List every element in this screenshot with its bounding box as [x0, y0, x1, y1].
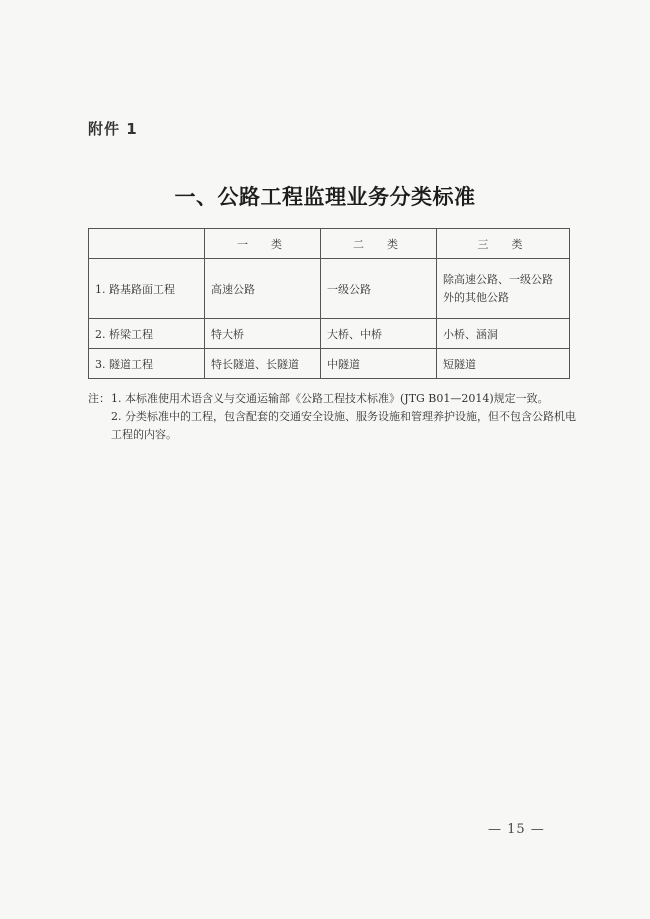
row-class-3-cell: 小桥、涵洞 [437, 319, 570, 349]
row-class-1-cell: 特长隧道、长隧道 [205, 349, 321, 379]
row-class-1-cell: 高速公路 [205, 259, 321, 319]
row-project-name: 1. 路基路面工程 [89, 259, 205, 319]
row-project-name: 3. 隧道工程 [89, 349, 205, 379]
table-header-corner [89, 229, 205, 259]
table-row [89, 349, 570, 379]
page-title: 一、公路工程监理业务分类标准 [174, 185, 476, 209]
row-class-2-cell: 中隧道 [321, 349, 437, 379]
table-notes [88, 390, 578, 444]
page-number: — 15 — [488, 822, 545, 837]
table-header-class-3: 三 类 [437, 229, 570, 259]
table-header-class-1: 一 类 [205, 229, 321, 259]
note-text: 2. 分类标准中的工程，包含配套的交通安全设施、服务设施和管理养护设施，但不包含公路机电工程的内容。 [111, 410, 576, 441]
table-row [89, 259, 570, 319]
row-class-2-cell: 一级公路 [321, 259, 437, 319]
note-text: 1. 本标准使用术语含义与交通运输部《公路工程技术标准》(JTG B01—2014)规定一致。 [111, 392, 549, 405]
attachment-label: 附件 1 [88, 120, 138, 138]
row-project-name: 2. 桥梁工程 [89, 319, 205, 349]
row-class-3-cell: 除高速公路、一级公路外的其他公路 [437, 259, 570, 319]
note-prefix: 注： [88, 392, 110, 405]
row-class-1-cell: 特大桥 [205, 319, 321, 349]
table-header-class-2: 二 类 [321, 229, 437, 259]
row-class-2-cell: 大桥、中桥 [321, 319, 437, 349]
row-class-3-cell: 短隧道 [437, 349, 570, 379]
table-header-row [89, 229, 570, 259]
note-item [88, 390, 578, 408]
note-item [88, 408, 578, 444]
classification-table [88, 228, 570, 379]
table-row [89, 319, 570, 349]
